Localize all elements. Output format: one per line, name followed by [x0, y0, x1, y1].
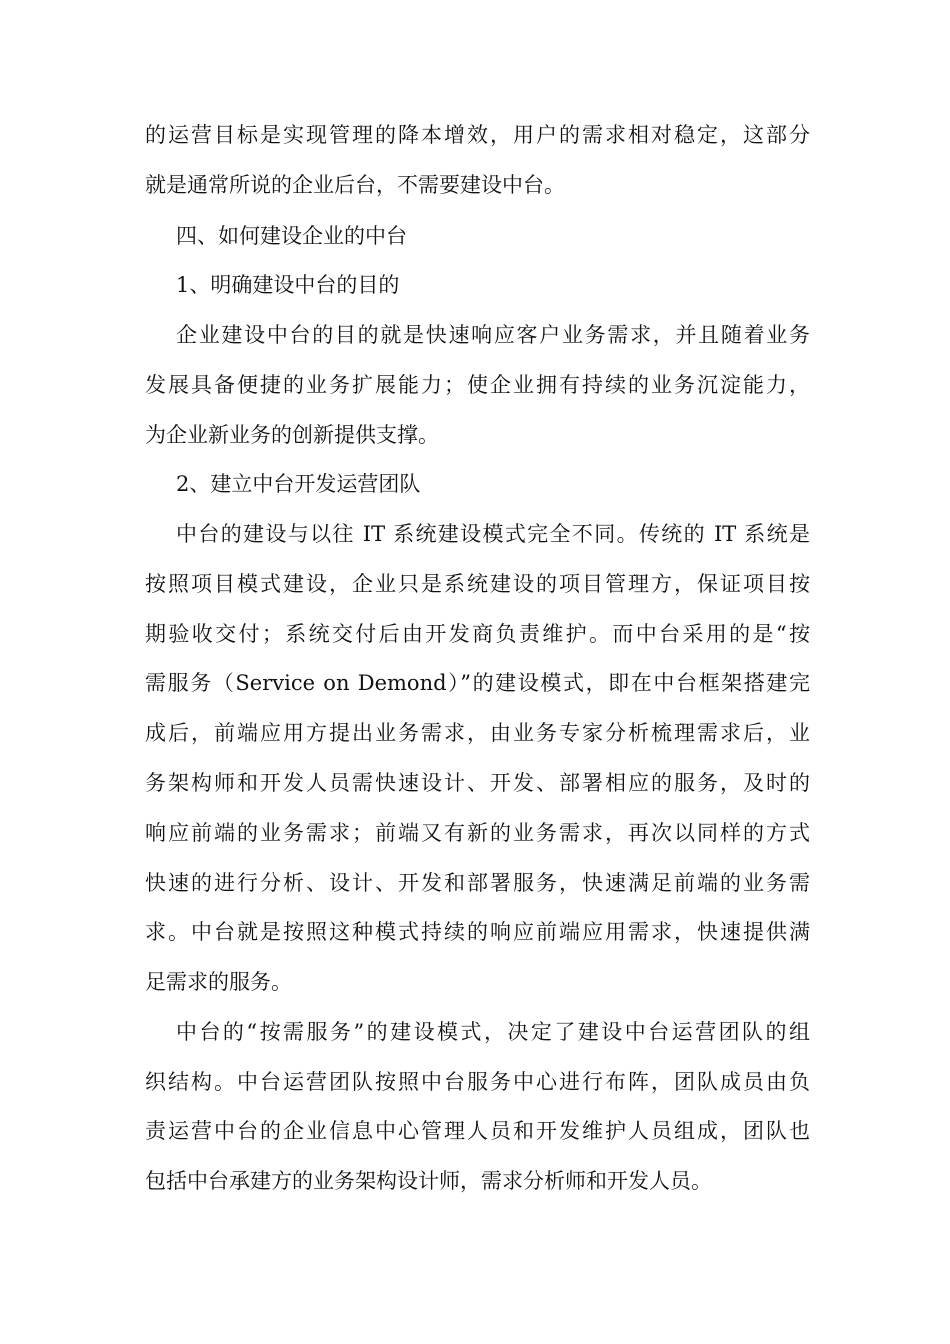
paragraph-line: 包括中台承建方的业务架构设计师，需求分析师和开发人员。 — [145, 1169, 712, 1193]
section-heading: 四、如何建设企业的中台 — [176, 224, 407, 248]
subsection-heading: 2、建立中台开发运营团队 — [176, 472, 421, 496]
paragraph-line: 的运营目标是实现管理的降本增效，用户的需求相对稳定，这部分 — [145, 123, 810, 147]
paragraph-line: 期验收交付；系统交付后由开发商负责维护。而中台采用的是“按 — [145, 622, 810, 646]
paragraph-line: 需服务（Service on Demond）”的建设模式，即在中台框架搭建完 — [145, 671, 810, 695]
paragraph-line: 务架构师和开发人员需快速设计、开发、部署相应的服务，及时的 — [145, 771, 810, 795]
paragraph-line: 中台的“按需服务”的建设模式，决定了建设中台运营团队的组 — [176, 1020, 810, 1044]
paragraph-line: 就是通常所说的企业后台，不需要建设中台。 — [145, 173, 565, 197]
paragraph-line: 成后，前端应用方提出业务需求，由业务专家分析梳理需求后，业 — [145, 721, 810, 745]
paragraph-line: 响应前端的业务需求；前端又有新的业务需求，再次以同样的方式 — [145, 821, 810, 845]
paragraph-line: 为企业新业务的创新提供支撑。 — [145, 423, 439, 447]
paragraph-line: 责运营中台的企业信息中心管理人员和开发维护人员组成，团队也 — [145, 1119, 810, 1143]
paragraph-line: 发展具备便捷的业务扩展能力；使企业拥有持续的业务沉淀能力， — [145, 373, 810, 397]
paragraph-line: 企业建设中台的目的就是快速响应客户业务需求，并且随着业务 — [176, 323, 810, 347]
paragraph-line: 按照项目模式建设，企业只是系统建设的项目管理方，保证项目按 — [145, 572, 810, 596]
paragraph-line: 足需求的服务。 — [145, 970, 292, 994]
paragraph-line: 求。中台就是按照这种模式持续的响应前端应用需求，快速提供满 — [145, 920, 810, 944]
paragraph-line: 快速的进行分析、设计、开发和部署服务，快速满足前端的业务需 — [145, 871, 810, 895]
subsection-heading: 1、明确建设中台的目的 — [176, 273, 400, 297]
paragraph-line: 织结构。中台运营团队按照中台服务中心进行布阵，团队成员由负 — [145, 1070, 810, 1094]
paragraph-line: 中台的建设与以往 IT 系统建设模式完全不同。传统的 IT 系统是 — [176, 522, 810, 546]
